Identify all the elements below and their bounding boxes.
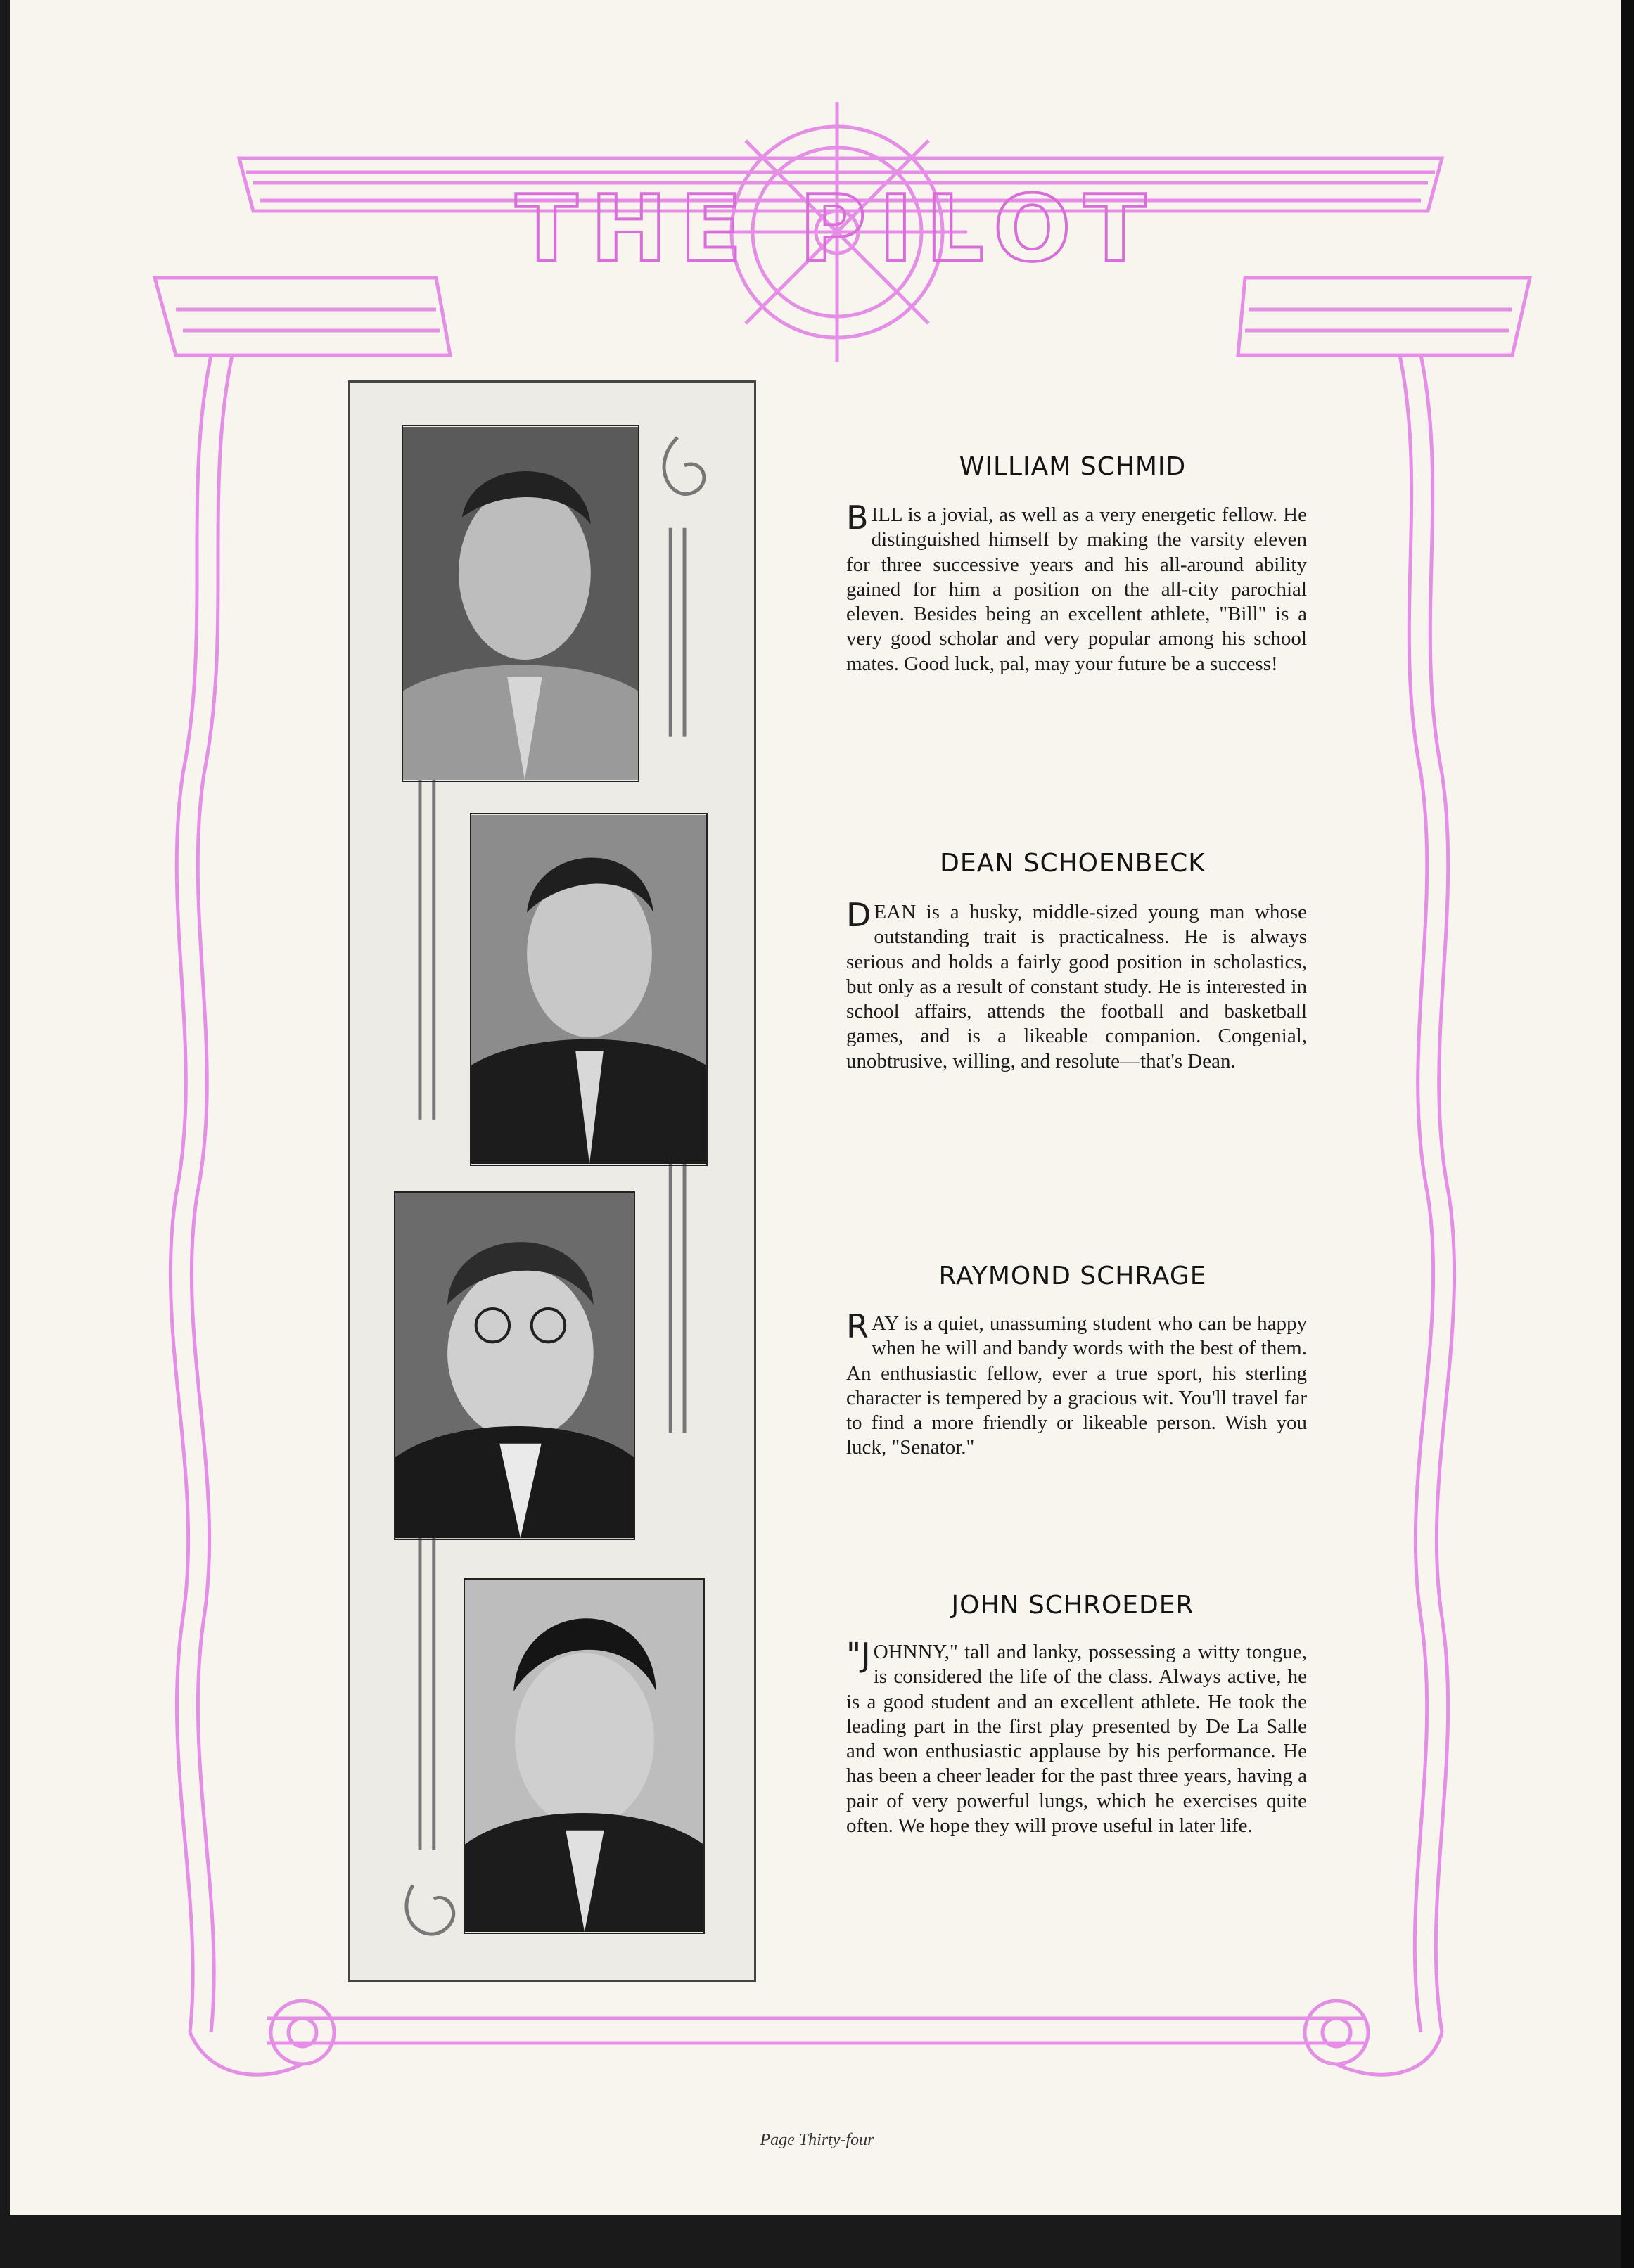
- portrait-raymond-schrage: [394, 1191, 635, 1540]
- entry-name-raymond-schrage: RAYMOND SCHRAGE: [938, 1262, 1207, 1290]
- portrait-dean-schoenbeck: [470, 813, 708, 1166]
- portrait-william-schmid: [402, 425, 639, 782]
- entry-name-john-schroeder: JOHN SCHROEDER: [951, 1591, 1194, 1620]
- entry-body-john-schroeder: "JOHNNY," tall and lanky, possessing a witty tongue, is considered the life of the class. Always active, he is a good student and an excellent athlete. He took the leading part in the first play presented by De La Salle and won enthusiastic applause by his performance. He has been a cheer leader for the past three years, having a pair of very powerful lungs, which he exercises quite often. We hope they will prove useful in later life.: [846, 1636, 1307, 1838]
- dropcap: B: [846, 499, 869, 537]
- portrait-panel: [348, 380, 756, 1982]
- dropcap: D: [846, 896, 872, 934]
- entry-body-dean-schoenbeck: DEAN is a husky, middle-sized young man whose outstanding trait is practicalness. He is always serious and holds a fairly good position in scholastics, but only as a result of constant study. He is interested in school affairs, attends the football and basketball games, and is a likeable companion. Congenial, unobtrusive, willing, and resolute—that's Dean.: [846, 896, 1307, 1072]
- entry-body-william-schmid: BILL is a jovial, as well as a very energetic fellow. He distinguished himself by making the varsity eleven for three successive years and his all-around ability gained for him a position on the all-city parochial eleven. Besides being an excellent athlete, "Bill" is a very good scholar and very popular among his school mates. Good luck, pal, may your future be a success!: [846, 499, 1307, 675]
- entry-name-william-schmid: WILLIAM SCHMID: [959, 452, 1187, 481]
- entry-body-raymond-schrage: RAY is a quiet, unassuming student who can be happy when he will and bandy words with the best of them. An enthusiastic fellow, ever a true sport, his sterling character is tempered by a gracious wit. You'll travel far to find a more friendly or likeable person. Wish you luck, "Senator.": [846, 1307, 1307, 1459]
- masthead-title: THE PILOT: [515, 175, 1159, 282]
- entry-name-dean-schoenbeck: DEAN SCHOENBECK: [940, 849, 1206, 878]
- page-number: Page Thirty-four: [760, 2131, 874, 2149]
- dropcap: "J: [846, 1636, 871, 1674]
- dropcap: R: [846, 1307, 869, 1345]
- portrait-john-schroeder: [464, 1578, 705, 1934]
